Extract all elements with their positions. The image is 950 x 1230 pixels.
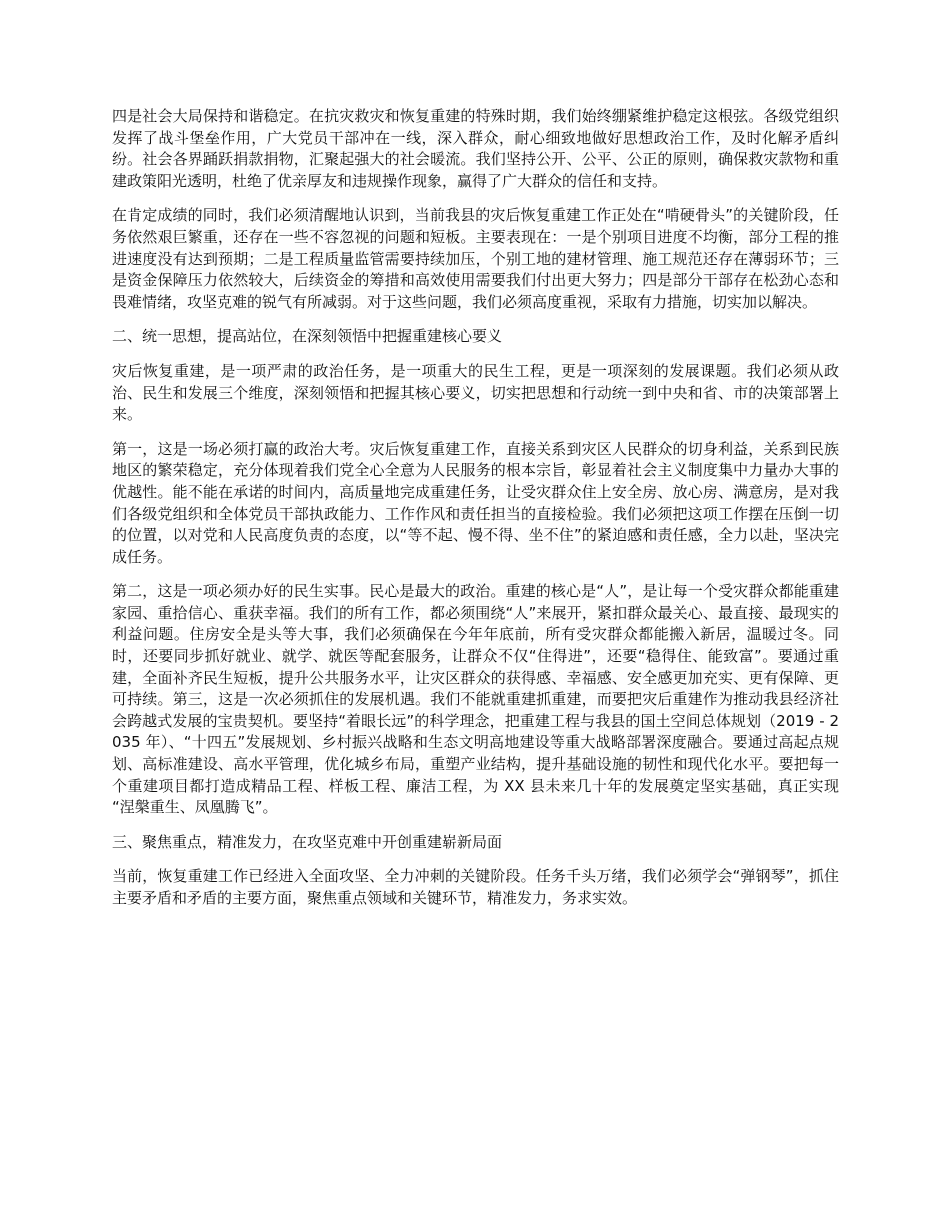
document-text-body	[112, 106, 839, 910]
heading-section-three: 三、聚焦重点，精准发力，在攻坚克难中开创重建崭新局面	[112, 832, 503, 851]
paragraph-section-two-intro: 灾后恢复重建，是一项严肃的政治任务，是一项重大的民生工程，更是一项深刻的发展课题。我们必须从政治、民生和发展三个维度，深刻领悟和把握其核心要义，切实把思想和行动统一到中央和省、市的决策部署上来。	[112, 361, 839, 424]
paragraph-social-stability: 四是社会大局保持和谐稳定。在抗灾救灾和恢复重建的特殊时期，我们始终绷紧维护稳定这根弦。各级党组织发挥了战斗堡垒作用，广大党员干部冲在一线，深入群众，耐心细致地做好思想政治工作，及时化解矛盾纠纷。社会各界踊跃捐款捐物，汇聚起强大的社会暖流。我们坚持公开、公平、公正的原则，确保救灾款物和重建政策阳光透明，杜绝了优亲厚友和违规操作现象，赢得了广大群众的信任和支持。	[112, 107, 839, 190]
paragraph-point-two-livelihood: 第二，这是一项必须办好的民生实事。民心是最大的政治。重建的核心是“人”，是让每一个受灾群众都能重建家园、重拾信心、重获幸福。我们的所有工作，都必须围绕“人”来展开，紧扣群众最关心、最直接、最现实的利益问题。住房安全是头等大事，我们必须确保在今年年底前，所有受灾群众都能搬入新居，温暖过冬。同时，还要同步抓好就业、就学、就医等配套服务，让群众不仅“住得进”，还要“稳得住、能致富”。要通过重建，全面补齐民生短板，提升公共服务水平，让灾区群众的获得感、幸福感、安全感更加充实、更有保障、更可持续。第三，这是一次必须抓住的发展机遇。我们不能就重建抓重建，而要把灾后重建作为推动我县经济社会跨越式发展的宝贵契机。要坚持“着眼长远”的科学理念，把重建工程与我县的国土空间总体规划（2019 - 2035 年）、“十四五”发展规划、乡村振兴战略和生态文明高地建设等重大战略部署深度融合。要通过高起点规划、高标准建设、高水平管理，优化城乡布局，重塑产业结构，提升基础设施的韧性和现代化水平。要把每一个重建项目都打造成精品工程、样板工程、廉洁工程，为 XX 县未来几十年的发展奠定坚实基础，真正实现“涅槃重生、凤凰腾飞”。	[112, 582, 839, 817]
heading-section-two: 二、统一思想，提高站位，在深刻领悟中把握重建核心要义	[112, 327, 503, 346]
paragraph-point-one-political-test: 第一，这是一场必须打赢的政治大考。灾后恢复重建工作，直接关系到灾区人民群众的切身利益，关系到民族地区的繁荣稳定，充分体现着我们党全心全意为人民服务的根本宗旨，彰显着社会主义制度集中力量办大事的优越性。能不能在承诺的时间内，高质量地完成重建任务，让受灾群众住上安全房、放心房、满意房，是对我们各级党组织和全体党员干部执政能力、工作作风和责任担当的直接检验。我们必须把这项工作摆在压倒一切的位置，以对党和人民高度负责的态度，以“等不起、慢不得、坐不住”的紧迫感和责任感，全力以赴，坚决完成任务。	[112, 439, 839, 566]
paragraph-section-three-intro: 当前，恢复重建工作已经进入全面攻坚、全力冲刺的关键阶段。任务千头万绪，我们必须学会“弹钢琴”，抓住主要矛盾和矛盾的主要方面，聚焦重点领域和关键环节，精准发力，务求实效。	[112, 867, 839, 907]
paragraph-problems-and-shortcomings: 在肯定成绩的同时，我们必须清醒地认识到，当前我县的灾后恢复重建工作正处在“啃硬骨头”的关键阶段，任务依然艰巨繁重，还存在一些不容忽视的问题和短板。主要表现在：一是个别项目进度不均衡，部分工程的推进速度没有达到预期；二是工程质量监管需要持续加压，个别工地的建材管理、施工规范还存在薄弱环节；三是资金保障压力依然较大，后续资金的筹措和高效使用需要我们付出更大努力；四是部分干部存在松劲心态和畏难情绪，攻坚克难的锐气有所减弱。对于这些问题，我们必须高度重视，采取有力措施，切实加以解决。	[112, 206, 839, 311]
